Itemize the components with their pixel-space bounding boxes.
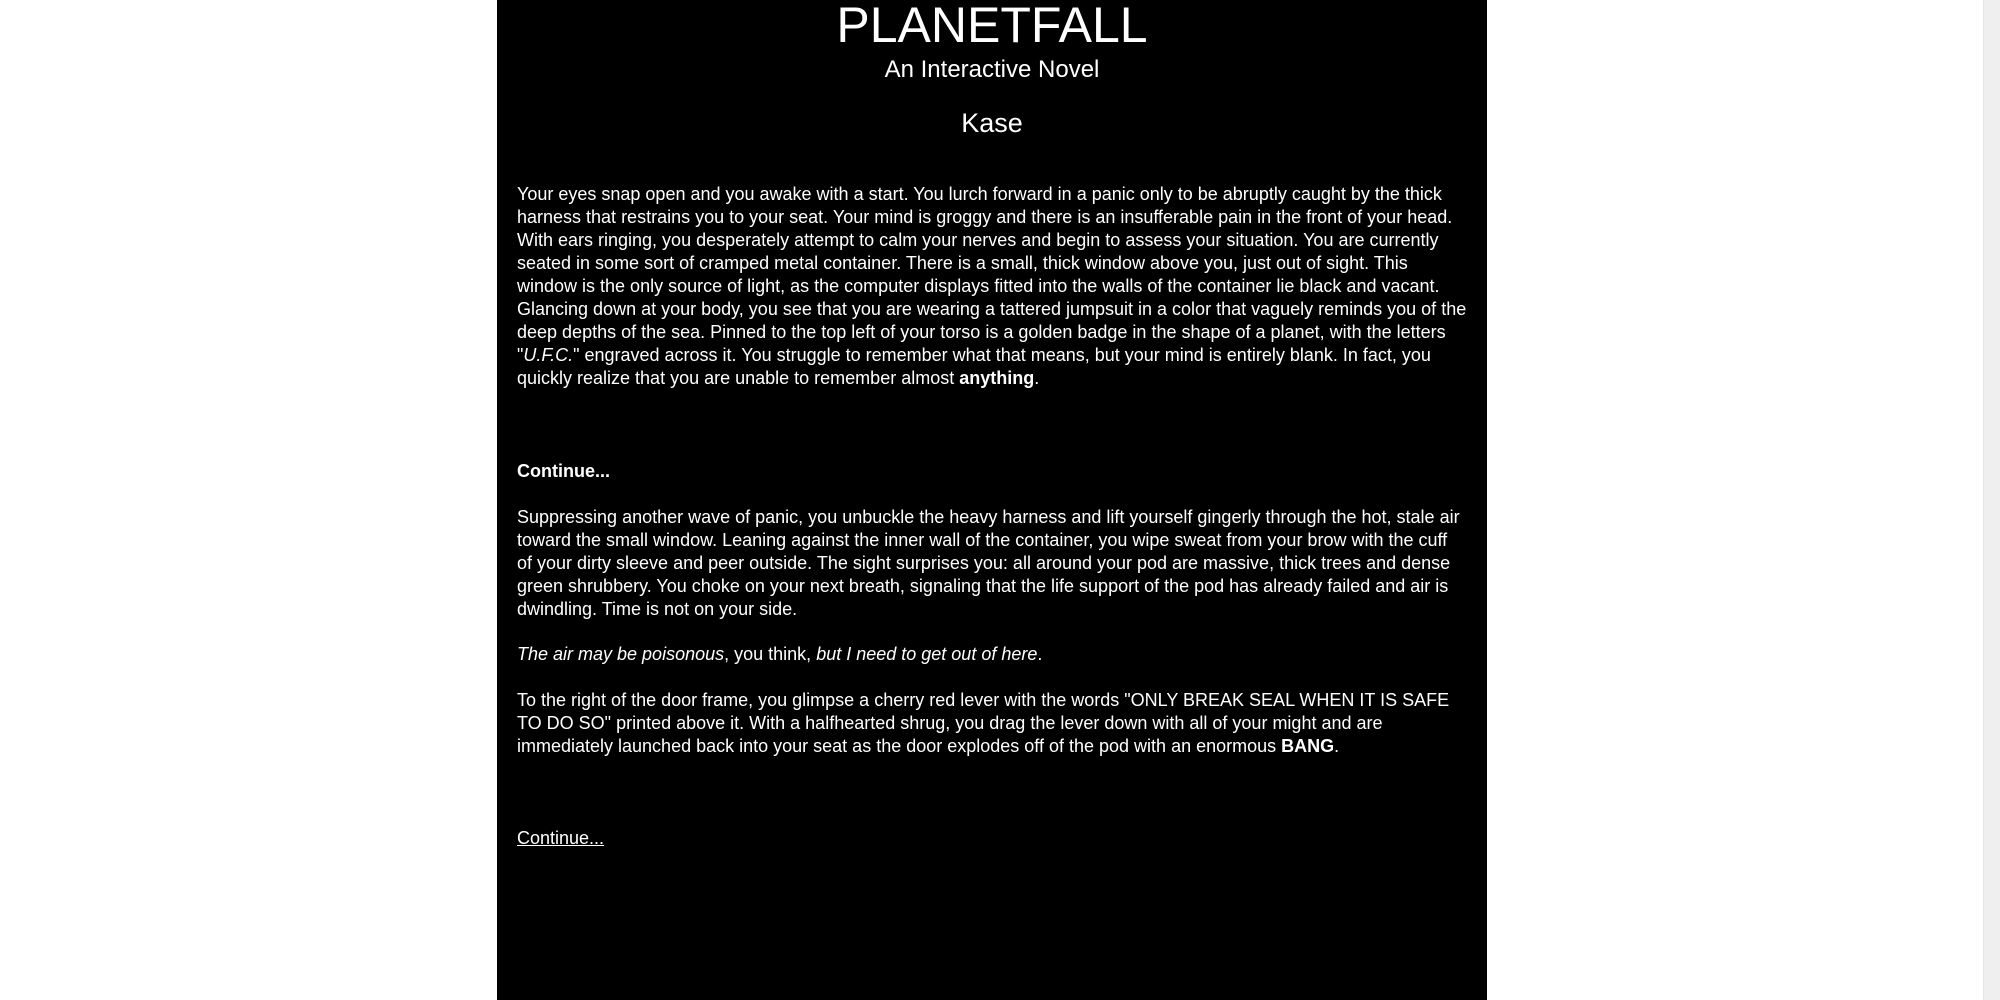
italic-text: U.F.C. <box>523 345 574 365</box>
story-paragraph-3 <box>517 643 1467 666</box>
italic-text: but I need to get out of here <box>816 644 1038 664</box>
continue-heading: Continue... <box>517 461 610 481</box>
page-scrollbar[interactable] <box>1983 0 2000 1000</box>
text: To the right of the door frame, you glimpse a cherry red lever with the words "ONLY BREAK SEAL WHEN IT IS SAFE TO DO SO" printed above it. With a halfhearted shrug, you drag the lever down with all of your might and are immediately launched back into your seat as the door explodes off of the pod with an enormous <box>517 690 1450 756</box>
italic-text: The air may be poisonous <box>517 644 725 664</box>
continue-link[interactable]: Continue... <box>517 828 605 848</box>
bold-text: BANG <box>1281 736 1335 756</box>
text: , you think, <box>724 644 817 664</box>
game-title: PLANETFALL <box>836 0 1148 53</box>
story-paragraph-4 <box>517 689 1467 758</box>
text: " engraved across it. You struggle to remember what that means, but your mind is entirely blank. In fact, you quickly realize that you are unable to remember almost <box>517 345 1431 388</box>
story-paragraph-2: Suppressing another wave of panic, you unbuckle the heavy harness and lift yourself gingerly through the hot, stale air toward the small window. Leaning against the inner wall of the container, you wipe sweat from your brow with the cuff of your dirty sleeve and peer outside. The sight surprises you: all around your pod are massive, thick trees and dense green shrubbery. You choke on your next breath, signaling that the life support of the pod has already failed and air is dwindling. Time is not on your side. <box>517 507 1460 619</box>
text: . <box>1334 736 1340 756</box>
story-panel <box>497 0 1487 1000</box>
bold-text: anything <box>959 368 1035 388</box>
text: Your eyes snap open and you awake with a start. You lurch forward in a panic only to be abruptly caught by the thick harness that restrains you to your seat. Your mind is groggy and there is an insufferable pain in the front of your head. With ears ringing, you desperately attempt to calm your nerves and begin to assess your situation. You are currently seated in some sort of cramped metal container. There is a small, thick window above you, just out of sight. This window is the only source of light, as the computer displays fitted into the walls of the container lie black and vacant. Glancing down at your body, you see that you are wearing a tattered jumpsuit in a color that vaguely reminds you of the deep depths of the sea. Pinned to the top left of your torso is a golden badge in the shape of a planet, with the letters " <box>517 184 1467 365</box>
continue-container <box>517 827 1467 850</box>
text: . <box>1034 368 1040 388</box>
story-paragraph-1 <box>517 183 1467 390</box>
game-subtitle: An Interactive Novel <box>884 56 1100 83</box>
author-name: Kase <box>961 108 1023 138</box>
text: . <box>1037 644 1043 664</box>
